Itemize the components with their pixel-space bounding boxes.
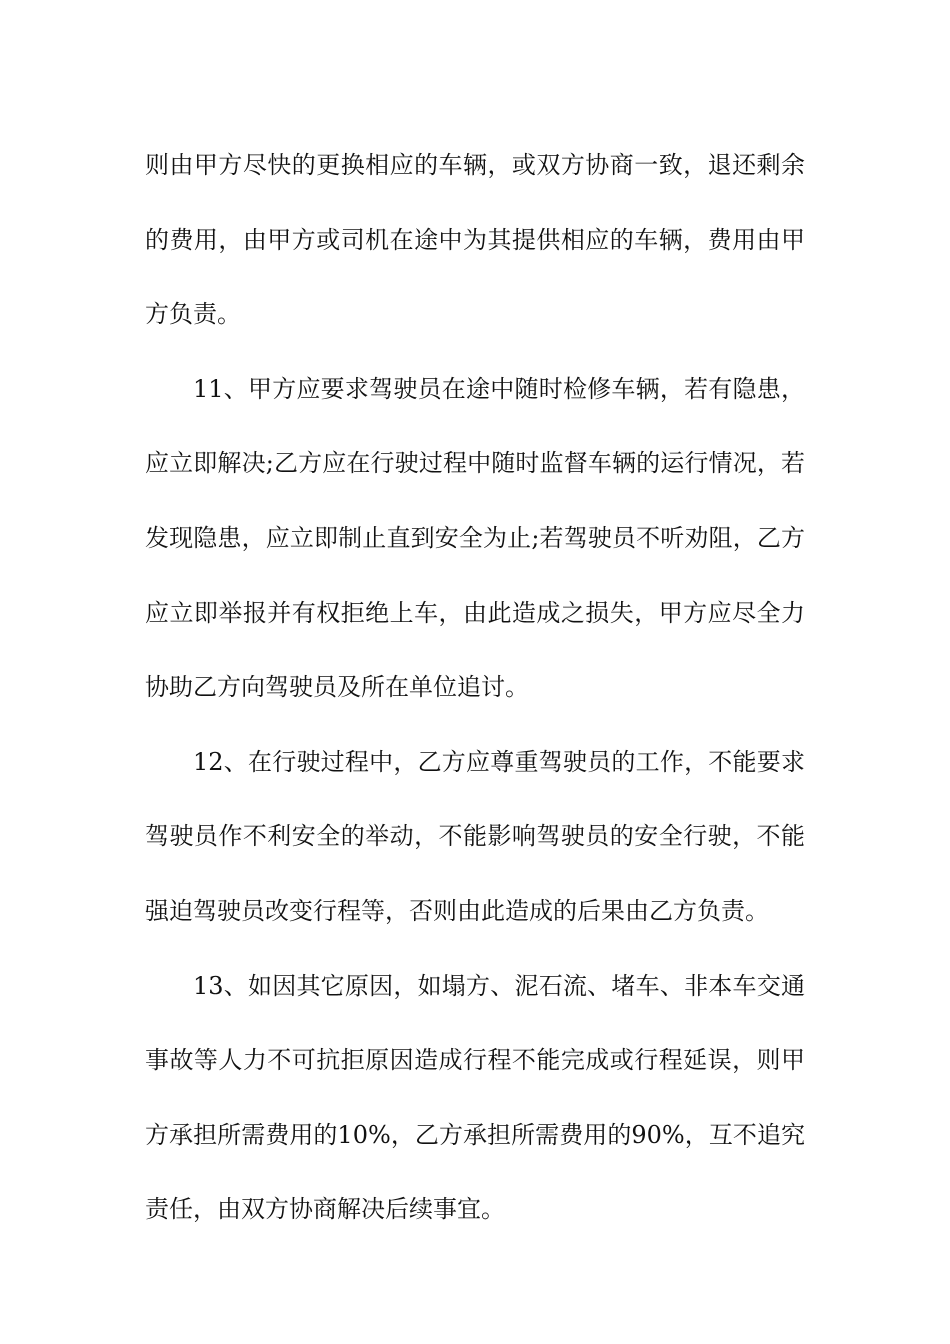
paragraph-continuation: 则由甲方尽快的更换相应的车辆，或双方协商一致，退还剩余的费用，由甲方或司机在途中为其提供相应的车辆，费用由甲方负责。 — [145, 151, 805, 329]
document-page — [145, 128, 805, 1247]
paragraph-clause-13: 13、如因其它原因，如塌方、泥石流、堵车、非本车交通事故等人力不可抗拒原因造成行程不能完成或行程延误，则甲方承担所需费用的10%，乙方承担所需费用的90%，互不追究责任，由双方协商解决后续事宜。 — [145, 971, 805, 1224]
paragraph-clause-11: 11、甲方应要求驾驶员在途中随时检修车辆，若有隐患，应立即解决;乙方应在行驶过程中随时监督车辆的运行情况，若发现隐患，应立即制止直到安全为止;若驾驶员不听劝阻，乙方应立即举报并有权拒绝上车，由此造成之损失，甲方应尽全力协助乙方向驾驶员及所在单位追讨。 — [145, 374, 805, 702]
paragraph-clause-12: 12、在行驶过程中，乙方应尊重驾驶员的工作，不能要求驾驶员作不利安全的举动，不能影响驾驶员的安全行驶，不能强迫驾驶员改变行程等，否则由此造成的后果由乙方负责。 — [145, 747, 805, 925]
